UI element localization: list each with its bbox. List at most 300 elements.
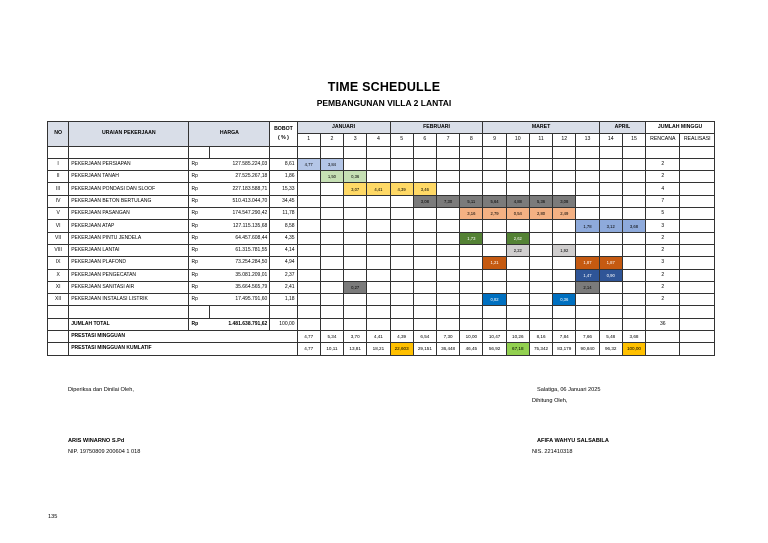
- row-uraian: PEKERJAAN TANAH: [69, 171, 189, 183]
- week-cell: [622, 257, 645, 269]
- week-cell: [344, 195, 367, 207]
- row-no: XI: [48, 281, 69, 293]
- row-uraian: PEKERJAAN PINTU JENDELA: [69, 232, 189, 244]
- empty-cell: [413, 306, 436, 318]
- empty-cell: [367, 146, 390, 158]
- empty-cell: [209, 146, 270, 158]
- week-cell: [622, 281, 645, 293]
- schedule-bar: 1,21: [483, 257, 506, 269]
- footer-right-id: NIS. 221410318: [532, 449, 573, 455]
- row-no: IV: [48, 195, 69, 207]
- week-cell: [506, 318, 529, 330]
- week-cell: [320, 244, 343, 256]
- empty-cell: [270, 306, 297, 318]
- week-cell: [506, 220, 529, 232]
- schedule-bar: 3,12: [599, 220, 622, 232]
- week-cell: [622, 195, 645, 207]
- prestasi-kumulatif-value: 4,77: [297, 343, 320, 355]
- empty-cell: [460, 306, 483, 318]
- header-week-5: 5: [390, 134, 413, 146]
- row-realisasi: [680, 220, 715, 232]
- week-cell: [622, 158, 645, 170]
- prestasi-kumulatif-value: 67,18: [506, 343, 529, 355]
- row-rencana: 5: [646, 208, 680, 220]
- row-bobot: 2,41: [270, 281, 297, 293]
- row-no: III: [48, 183, 69, 195]
- week-cell: [529, 158, 552, 170]
- row-bobot: 4,35: [270, 232, 297, 244]
- week-cell: [622, 171, 645, 183]
- schedule-bar: 3,07: [344, 183, 367, 195]
- week-cell: [553, 183, 576, 195]
- prestasi-mingguan-label: PRESTASI MINGGUAN: [69, 331, 297, 343]
- total-label: JUMLAH TOTAL: [69, 318, 189, 330]
- week-cell: [320, 269, 343, 281]
- prestasi-kumulatif-value: 75,342: [529, 343, 552, 355]
- row-uraian: PEKERJAAN ATAP: [69, 220, 189, 232]
- prestasi-kumulatif-value: 90,840: [576, 343, 599, 355]
- row-currency: Rp: [189, 158, 209, 170]
- week-cell: [344, 208, 367, 220]
- row-currency: Rp: [189, 257, 209, 269]
- schedule-bar: 5,36: [529, 195, 552, 207]
- week-cell: [297, 244, 320, 256]
- row-bobot: 15,33: [270, 183, 297, 195]
- week-cell: [483, 318, 506, 330]
- prestasi-kumulatif-value: 22,603: [390, 343, 413, 355]
- week-cell: [436, 220, 459, 232]
- header-bobot-label: BOBOT: [274, 125, 293, 132]
- week-cell: [599, 208, 622, 220]
- table-row: [48, 257, 715, 269]
- week-cell: [297, 257, 320, 269]
- week-cell: [367, 281, 390, 293]
- header-week-1: 1: [297, 134, 320, 146]
- spacer-row: [48, 306, 715, 318]
- week-cell: [599, 244, 622, 256]
- week-cell: [413, 158, 436, 170]
- header-month-januari: JANUARI: [297, 122, 390, 134]
- week-cell: [390, 269, 413, 281]
- week-cell: [460, 269, 483, 281]
- empty-cell: [506, 306, 529, 318]
- week-cell: [529, 269, 552, 281]
- prestasi-kumulatif-value: 83,179: [553, 343, 576, 355]
- prestasi-mingguan-value: 6,54: [413, 331, 436, 343]
- header-week-7: 7: [436, 134, 459, 146]
- prestasi-kumulatif-value: 18,21: [367, 343, 390, 355]
- empty-cell: [553, 306, 576, 318]
- week-cell: [506, 158, 529, 170]
- week-cell: [367, 318, 390, 330]
- empty-cell: [680, 331, 715, 343]
- week-cell: [436, 208, 459, 220]
- week-cell: [413, 318, 436, 330]
- spacer-row: [48, 146, 715, 158]
- week-cell: [436, 294, 459, 306]
- total-rencana: 36: [646, 318, 680, 330]
- week-cell: [320, 220, 343, 232]
- week-cell: [320, 232, 343, 244]
- schedule-bar: 1,92: [553, 244, 576, 256]
- row-rencana: 2: [646, 158, 680, 170]
- week-cell: [367, 208, 390, 220]
- empty-cell: [209, 306, 270, 318]
- row-realisasi: [680, 232, 715, 244]
- row-harga: 64.457.608,44: [209, 232, 270, 244]
- week-cell: [413, 232, 436, 244]
- header-week-9: 9: [483, 134, 506, 146]
- week-cell: [367, 158, 390, 170]
- week-cell: [436, 232, 459, 244]
- row-bobot: 8,61: [270, 158, 297, 170]
- week-cell: [413, 171, 436, 183]
- week-cell: [576, 244, 599, 256]
- week-cell: [390, 232, 413, 244]
- week-cell: [599, 171, 622, 183]
- week-cell: [344, 158, 367, 170]
- empty-cell: [553, 146, 576, 158]
- week-cell: [390, 195, 413, 207]
- table-row: [48, 294, 715, 306]
- table-row: [48, 220, 715, 232]
- empty-cell: [646, 343, 680, 355]
- week-cell: [390, 318, 413, 330]
- total-harga: 1.481.638.791,62: [209, 318, 270, 330]
- week-cell: [529, 318, 552, 330]
- prestasi-mingguan-value: 10,26: [506, 331, 529, 343]
- header-week-2: 2: [320, 134, 343, 146]
- week-cell: [460, 244, 483, 256]
- row-uraian: PEKERJAAN BETON BERTULANG: [69, 195, 189, 207]
- week-cell: [367, 195, 390, 207]
- week-cell: [436, 183, 459, 195]
- week-cell: [460, 183, 483, 195]
- schedule-bar: 2,22: [506, 244, 529, 256]
- schedule-bar: 0,36: [344, 171, 367, 183]
- week-cell: [344, 257, 367, 269]
- week-cell: [553, 257, 576, 269]
- row-rencana: 2: [646, 232, 680, 244]
- schedule-bar: 3,08: [553, 195, 576, 207]
- week-cell: [622, 244, 645, 256]
- row-no: I: [48, 158, 69, 170]
- empty-cell: [576, 146, 599, 158]
- week-cell: [506, 171, 529, 183]
- week-cell: [599, 281, 622, 293]
- week-cell: [460, 294, 483, 306]
- document-title: TIME SCHEDULLE: [327, 80, 441, 94]
- week-cell: [483, 281, 506, 293]
- header-week-15: 15: [622, 134, 645, 146]
- prestasi-mingguan-value: 8,16: [529, 331, 552, 343]
- row-currency: Rp: [189, 183, 209, 195]
- week-cell: [436, 257, 459, 269]
- week-cell: [320, 208, 343, 220]
- empty-cell: [367, 306, 390, 318]
- empty-cell: [69, 146, 189, 158]
- week-cell: [483, 232, 506, 244]
- empty-cell: [529, 306, 552, 318]
- row-harga: 73.254.284,50: [209, 257, 270, 269]
- week-cell: [367, 232, 390, 244]
- week-cell: [413, 281, 436, 293]
- schedule-bar: 0,27: [344, 281, 367, 293]
- prestasi-kumulatif-label: PRESTASI MINGGUAN KUMLATIF: [69, 343, 297, 355]
- row-currency: Rp: [189, 269, 209, 281]
- week-cell: [344, 318, 367, 330]
- empty-cell: [344, 306, 367, 318]
- week-cell: [344, 269, 367, 281]
- week-cell: [297, 269, 320, 281]
- week-cell: [622, 183, 645, 195]
- header-realisasi: REALISASI: [680, 134, 715, 146]
- prestasi-kumulatif-value: 29,151: [413, 343, 436, 355]
- week-cell: [506, 269, 529, 281]
- row-realisasi: [680, 183, 715, 195]
- week-cell: [599, 294, 622, 306]
- empty-cell: [622, 306, 645, 318]
- header-week-12: 12: [553, 134, 576, 146]
- week-cell: [483, 220, 506, 232]
- prestasi-kumulatif-value: 10,11: [320, 343, 343, 355]
- row-no: IX: [48, 257, 69, 269]
- schedule-bar: 0,54: [506, 208, 529, 220]
- row-harga: 35.664.565,79: [209, 281, 270, 293]
- week-cell: [367, 171, 390, 183]
- empty-cell: [48, 331, 69, 343]
- week-cell: [413, 294, 436, 306]
- week-cell: [622, 232, 645, 244]
- week-cell: [344, 220, 367, 232]
- week-cell: [344, 244, 367, 256]
- footer-place-date: Salatiga, 06 Januari 2025: [537, 387, 601, 393]
- week-cell: [320, 318, 343, 330]
- total-row: [48, 318, 715, 330]
- row-harga: 510.413.044,70: [209, 195, 270, 207]
- week-cell: [553, 171, 576, 183]
- empty-cell: [189, 306, 209, 318]
- prestasi-kumulatif: [48, 343, 715, 355]
- empty-cell: [48, 343, 69, 355]
- week-cell: [436, 281, 459, 293]
- week-cell: [529, 257, 552, 269]
- schedule-bar: 1,78: [576, 220, 599, 232]
- row-bobot: 4,14: [270, 244, 297, 256]
- empty-cell: [460, 146, 483, 158]
- schedule-bar: 0,90: [599, 269, 622, 281]
- prestasi-mingguan-value: 4,39: [390, 331, 413, 343]
- empty-cell: [646, 146, 680, 158]
- footer-right-note: Dihitung Oleh,: [532, 398, 568, 404]
- schedule-bar: 2,80: [529, 208, 552, 220]
- schedule-table: [47, 121, 715, 356]
- header-week-10: 10: [506, 134, 529, 146]
- week-cell: [297, 208, 320, 220]
- week-cell: [297, 220, 320, 232]
- empty-cell: [297, 146, 320, 158]
- header-jumlah-minggu: JUMLAH MINGGU: [646, 122, 715, 134]
- row-bobot: 1,18: [270, 294, 297, 306]
- schedule-bar: 3,68: [622, 220, 645, 232]
- row-harga: 127.585.224,03: [209, 158, 270, 170]
- row-currency: Rp: [189, 244, 209, 256]
- prestasi-mingguan-value: 4,77: [297, 331, 320, 343]
- prestasi-kumulatif-value: 46,45: [460, 343, 483, 355]
- table-row: [48, 183, 715, 195]
- row-harga: 17.495.791,60: [209, 294, 270, 306]
- row-no: II: [48, 171, 69, 183]
- week-cell: [390, 208, 413, 220]
- schedule-bar: 4,77: [297, 158, 320, 170]
- week-cell: [320, 281, 343, 293]
- week-cell: [297, 281, 320, 293]
- prestasi-mingguan-value: 7,84: [553, 331, 576, 343]
- empty-cell: [622, 146, 645, 158]
- week-cell: [320, 183, 343, 195]
- schedule-bar: 5,64: [483, 195, 506, 207]
- empty-cell: [436, 306, 459, 318]
- footer-left-id: NIP. 19750809 200604 1 018: [68, 449, 141, 455]
- week-cell: [576, 318, 599, 330]
- empty-cell: [189, 146, 209, 158]
- row-uraian: PEKERJAAN PASANGAN: [69, 208, 189, 220]
- empty-cell: [270, 146, 297, 158]
- schedule-bar: 3,46: [413, 183, 436, 195]
- row-bobot: 1,86: [270, 171, 297, 183]
- header-month-februari: FEBRUARI: [390, 122, 483, 134]
- row-no: VI: [48, 220, 69, 232]
- week-cell: [483, 244, 506, 256]
- week-cell: [367, 294, 390, 306]
- row-harga: 35.081.209,01: [209, 269, 270, 281]
- week-cell: [367, 257, 390, 269]
- schedule-bar: 4,41: [367, 183, 390, 195]
- schedule-bar: 1,50: [320, 171, 343, 183]
- schedule-bar: 3,84: [320, 158, 343, 170]
- header-week-11: 11: [529, 134, 552, 146]
- empty-cell: [599, 306, 622, 318]
- week-cell: [390, 171, 413, 183]
- week-cell: [297, 232, 320, 244]
- schedule-bar: 3,08: [413, 195, 436, 207]
- empty-cell: [436, 146, 459, 158]
- row-realisasi: [680, 281, 715, 293]
- empty-cell: [297, 306, 320, 318]
- row-uraian: PEKERJAAN INSTALASI LISTRIK: [69, 294, 189, 306]
- empty-cell: [680, 343, 715, 355]
- row-harga: 61.315.781,55: [209, 244, 270, 256]
- prestasi-mingguan-value: 7,30: [436, 331, 459, 343]
- week-cell: [529, 220, 552, 232]
- header-rencana: RENCANA: [646, 134, 680, 146]
- week-cell: [506, 294, 529, 306]
- week-cell: [529, 171, 552, 183]
- week-cell: [297, 318, 320, 330]
- table-row: [48, 158, 715, 170]
- schedule-bar: 2,62: [506, 232, 529, 244]
- week-cell: [622, 208, 645, 220]
- week-cell: [576, 171, 599, 183]
- table-row: [48, 269, 715, 281]
- row-currency: Rp: [189, 195, 209, 207]
- row-uraian: PEKERJAAN PERSIAPAN: [69, 158, 189, 170]
- row-rencana: 4: [646, 183, 680, 195]
- row-currency: Rp: [189, 294, 209, 306]
- row-uraian: PEKERJAAN PONDASI DAN SLOOF: [69, 183, 189, 195]
- empty-cell: [506, 146, 529, 158]
- empty-cell: [483, 306, 506, 318]
- header-week-14: 14: [599, 134, 622, 146]
- footer-left-note: Diperiksa dan Dinilai Oleh,: [68, 387, 134, 393]
- week-cell: [390, 281, 413, 293]
- week-cell: [529, 244, 552, 256]
- prestasi-kumulatif-value: 36,448: [436, 343, 459, 355]
- prestasi-mingguan-value: 4,41: [367, 331, 390, 343]
- total-bobot: 100,00: [270, 318, 297, 330]
- week-cell: [529, 294, 552, 306]
- table-row: [48, 208, 715, 220]
- week-cell: [460, 257, 483, 269]
- row-currency: Rp: [189, 232, 209, 244]
- row-realisasi: [680, 208, 715, 220]
- week-cell: [367, 269, 390, 281]
- week-cell: [460, 281, 483, 293]
- header-week-3: 3: [344, 134, 367, 146]
- week-cell: [599, 232, 622, 244]
- empty-cell: [390, 306, 413, 318]
- empty-cell: [344, 146, 367, 158]
- total-currency: Rp: [189, 318, 209, 330]
- week-cell: [320, 294, 343, 306]
- week-cell: [390, 294, 413, 306]
- document-subtitle: PEMBANGUNAN VILLA 2 LANTAI: [316, 98, 452, 108]
- footer-left-name: ARIS WINARNO S.Pd: [68, 438, 125, 444]
- week-cell: [483, 183, 506, 195]
- schedule-bar: 2,14: [576, 281, 599, 293]
- week-cell: [506, 257, 529, 269]
- header-bobot: [270, 122, 297, 147]
- week-cell: [576, 195, 599, 207]
- row-uraian: PEKERJAAN PENGECATAN: [69, 269, 189, 281]
- row-currency: Rp: [189, 208, 209, 220]
- week-cell: [529, 281, 552, 293]
- row-realisasi: [680, 171, 715, 183]
- week-cell: [460, 158, 483, 170]
- schedule-bar: 0,36: [553, 294, 576, 306]
- prestasi-mingguan-value: 10,47: [483, 331, 506, 343]
- week-cell: [297, 171, 320, 183]
- empty-cell: [576, 306, 599, 318]
- row-no: VIII: [48, 244, 69, 256]
- row-rencana: 3: [646, 220, 680, 232]
- week-cell: [576, 208, 599, 220]
- week-cell: [553, 232, 576, 244]
- week-cell: [553, 220, 576, 232]
- row-no: X: [48, 269, 69, 281]
- week-cell: [367, 244, 390, 256]
- header-week-8: 8: [460, 134, 483, 146]
- schedule-bar: 4,88: [506, 195, 529, 207]
- empty-cell: [599, 146, 622, 158]
- schedule-bar: 1,73: [460, 232, 483, 244]
- week-cell: [390, 244, 413, 256]
- week-cell: [483, 158, 506, 170]
- week-cell: [413, 208, 436, 220]
- row-realisasi: [680, 244, 715, 256]
- row-uraian: PEKERJAAN LANTAI: [69, 244, 189, 256]
- week-cell: [436, 158, 459, 170]
